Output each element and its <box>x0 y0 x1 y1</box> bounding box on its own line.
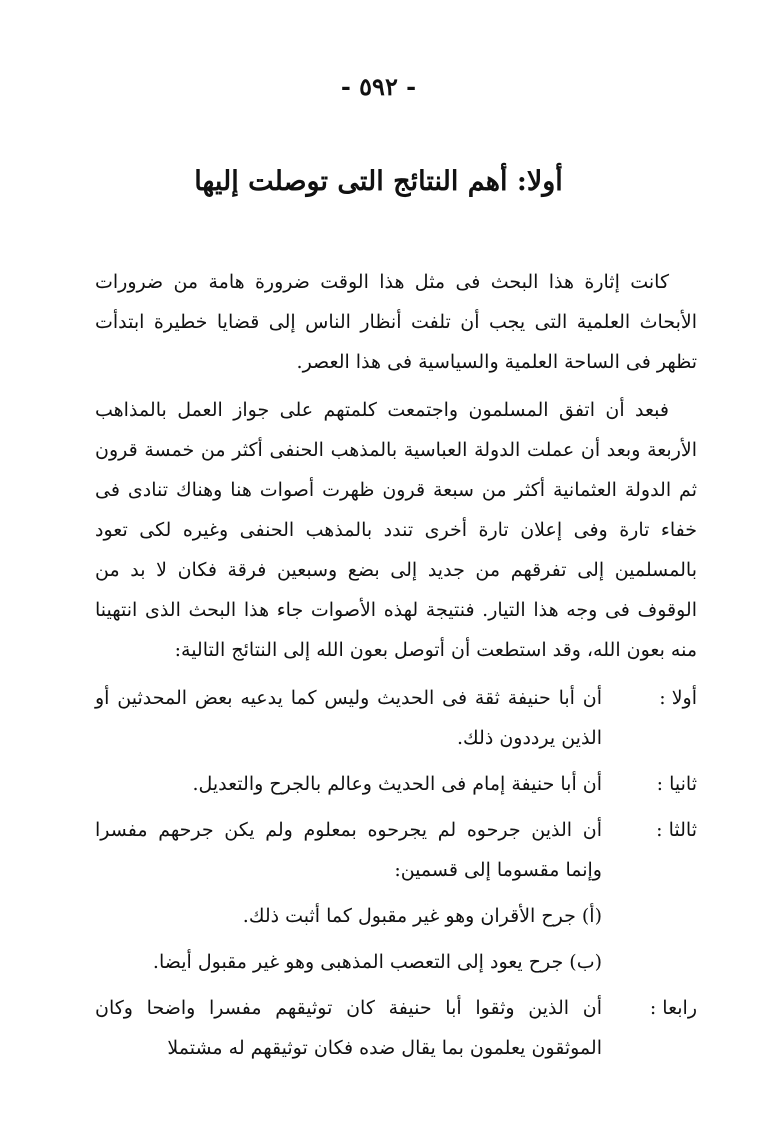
sub-items <box>95 896 697 982</box>
result-text: أن أبا حنيفة ثقة فى الحديث وليس كما يدعيه بعض المحدثين أو الذين يرددون ذلك. <box>95 687 602 749</box>
result-label: أولا : <box>659 687 697 709</box>
sub-item-a: (أ) جرح الأقران وهو غير مقبول كما أثبت ذلك. <box>242 905 602 927</box>
sub-item-b: (ب) جرح يعود إلى التعصب المذهبى وهو غير مقبول أيضا. <box>152 951 602 973</box>
result-item-3 <box>95 810 697 890</box>
result-item-1 <box>95 678 697 758</box>
body-text <box>95 262 697 1074</box>
result-label: ثالثا : <box>656 819 697 841</box>
result-text: أن أبا حنيفة إمام فى الحديث وعالم بالجرح والتعديل. <box>192 773 602 795</box>
result-text: أن الذين جرحوه لم يجرحوه بمعلوم ولم يكن جرحهم مفسرا وإنما مقسوما إلى قسمين: <box>95 819 602 881</box>
result-item-2 <box>95 764 697 804</box>
result-label: ثانيا : <box>656 773 697 795</box>
paragraph-intro: كانت إثارة هذا البحث فى مثل هذا الوقت ضرورة هامة من ضرورات الأبحاث العلمية التى يجب أن تلفت أنظار الناس إلى قضايا خطيرة ابتدأت تظهر فى الساحة العلمية والسياسية فى هذا العصر. <box>95 271 697 373</box>
section-heading: أولا: أهم النتائج التى توصلت إليها <box>194 166 563 197</box>
result-text: أن الذين وثقوا أبا حنيفة كان توثيقهم مفسرا واضحا وكان الموثقون يعلمون بما يقال ضده فكان توثيقهم له مشتملا <box>95 997 602 1059</box>
paragraph-context: فبعد أن اتفق المسلمون واجتمعت كلمتهم على جواز العمل بالمذاهب الأربعة وبعد أن عملت الدولة العباسية بالمذهب الحنفى أكثر من خمسة قرون ثم الدولة العثمانية أكثر من سبعة قرون ظهرت أصوات هنا وهناك تنادى فى خفاء تارة وفى إعلان تارة أخرى تندد بالمذهب الحنفى وغيره لكى تعود بالمسلمين إلى تفرقهم من جديد إلى بضع وسبعين فرقة فكان لا بد من الوقوف فى وجه هذا التيار. فنتيجة لهذه الأصوات جاء هذا البحث الذى انتهينا منه بعون الله، وقد استطعت أن أتوصل بعون الله إلى النتائج التالية: <box>95 399 697 661</box>
result-label: رابعا : <box>649 997 697 1019</box>
result-item-4 <box>95 988 697 1068</box>
page-number: - ٥٩٢ - <box>340 72 417 101</box>
